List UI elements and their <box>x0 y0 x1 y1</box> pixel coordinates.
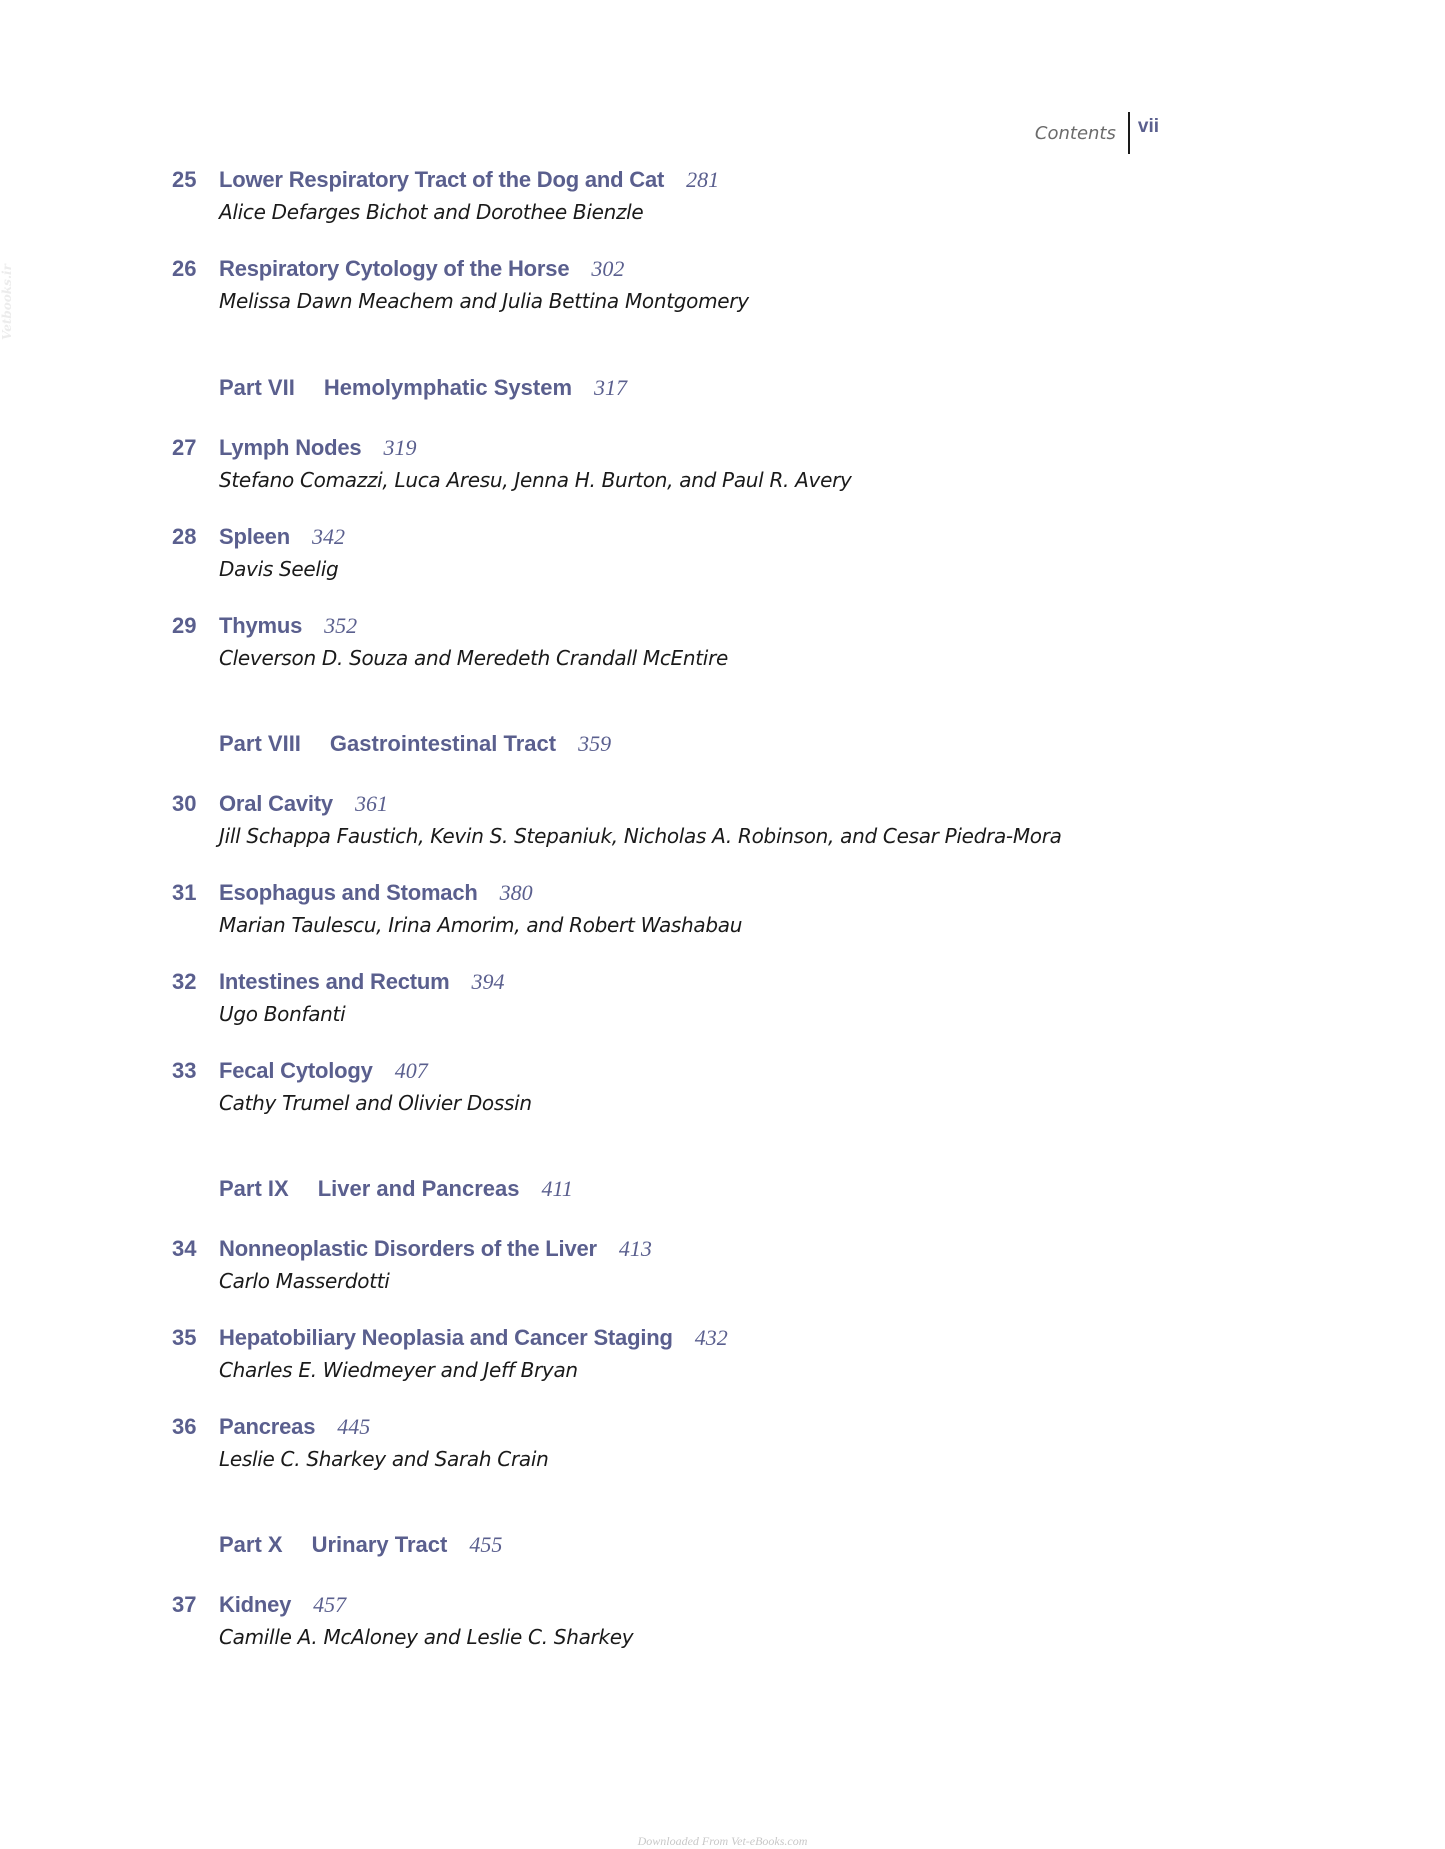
toc-entry <box>172 1236 1272 1296</box>
chapter-page: 445 <box>337 1414 371 1439</box>
part-page: 411 <box>541 1176 573 1201</box>
chapter-number: 30 <box>172 791 197 816</box>
chapter-title[interactable]: Pancreas <box>219 1414 316 1439</box>
part-page: 359 <box>578 731 612 756</box>
part-heading <box>219 1176 573 1206</box>
chapter-title[interactable]: Esophagus and Stomach <box>219 880 478 905</box>
chapter-page: 394 <box>471 969 505 994</box>
part-label: Part X <box>219 1532 283 1557</box>
chapter-authors: Jill Schappa Faustich, Kevin S. Stepaniuk, Nicholas A. Robinson, and Cesar Piedra-Mora <box>219 824 1062 848</box>
page-number: vii <box>1137 116 1159 137</box>
part-title[interactable]: Liver and Pancreas <box>317 1176 520 1201</box>
chapter-title[interactable]: Hepatobiliary Neoplasia and Cancer Staging <box>219 1325 673 1350</box>
part-heading <box>219 1532 502 1562</box>
chapter-number: 32 <box>172 969 197 994</box>
running-header-section: Contents <box>1034 122 1116 144</box>
chapter-number: 29 <box>172 613 197 638</box>
chapter-page: 407 <box>394 1058 428 1083</box>
chapter-title[interactable]: Lymph Nodes <box>219 435 362 460</box>
part-heading <box>219 731 611 761</box>
part-page: 455 <box>469 1532 503 1557</box>
chapter-number: 27 <box>172 435 197 460</box>
chapter-authors: Camille A. McAloney and Leslie C. Sharkey <box>219 1625 634 1649</box>
part-label: Part IX <box>219 1176 289 1201</box>
toc-entry <box>172 1325 1272 1385</box>
chapter-title[interactable]: Nonneoplastic Disorders of the Liver <box>219 1236 597 1261</box>
chapter-authors: Cathy Trumel and Olivier Dossin <box>219 1091 532 1115</box>
chapter-authors: Carlo Masserdotti <box>219 1269 390 1293</box>
chapter-authors: Alice Defarges Bichot and Dorothee Bienzle <box>219 200 644 224</box>
chapter-authors: Melissa Dawn Meachem and Julia Bettina Montgomery <box>219 289 749 313</box>
part-heading <box>219 375 627 405</box>
chapter-authors: Cleverson D. Souza and Meredeth Crandall McEntire <box>219 646 728 670</box>
chapter-page: 361 <box>354 791 388 816</box>
chapter-page: 342 <box>311 524 345 549</box>
chapter-authors: Leslie C. Sharkey and Sarah Crain <box>219 1447 549 1471</box>
side-watermark: Vetbooks.ir <box>0 264 14 340</box>
toc-entry <box>172 167 1272 227</box>
toc-entry <box>172 880 1272 940</box>
chapter-page: 457 <box>313 1592 347 1617</box>
chapter-number: 25 <box>172 167 197 192</box>
chapter-title[interactable]: Fecal Cytology <box>219 1058 373 1083</box>
chapter-title[interactable]: Oral Cavity <box>219 791 333 816</box>
part-label: Part VIII <box>219 731 301 756</box>
toc-entry <box>172 1592 1272 1652</box>
chapter-title[interactable]: Lower Respiratory Tract of the Dog and Cat <box>219 167 665 192</box>
toc-entry <box>172 613 1272 673</box>
chapter-title[interactable]: Kidney <box>219 1592 292 1617</box>
toc-entry <box>172 1414 1272 1474</box>
chapter-page: 281 <box>686 167 720 192</box>
download-watermark: Downloaded From Vet-eBooks.com <box>637 1834 808 1848</box>
toc-entry <box>172 524 1272 584</box>
chapter-title[interactable]: Intestines and Rectum <box>219 969 450 994</box>
chapter-page: 380 <box>499 880 533 905</box>
part-page: 317 <box>594 375 628 400</box>
chapter-authors: Charles E. Wiedmeyer and Jeff Bryan <box>219 1358 578 1382</box>
part-title[interactable]: Hemolymphatic System <box>323 375 573 400</box>
chapter-authors: Ugo Bonfanti <box>219 1002 346 1026</box>
toc-entry <box>172 791 1272 851</box>
chapter-number: 26 <box>172 256 197 281</box>
chapter-authors: Stefano Comazzi, Luca Aresu, Jenna H. Burton, and Paul R. Avery <box>219 468 852 492</box>
chapter-number: 34 <box>172 1236 197 1261</box>
chapter-authors: Marian Taulescu, Irina Amorim, and Robert Washabau <box>219 913 743 937</box>
chapter-page: 302 <box>591 256 625 281</box>
chapter-number: 36 <box>172 1414 197 1439</box>
chapter-title[interactable]: Respiratory Cytology of the Horse <box>219 256 570 281</box>
toc-entry <box>172 256 1272 316</box>
part-title[interactable]: Gastrointestinal Tract <box>329 731 557 756</box>
chapter-title[interactable]: Spleen <box>219 524 290 549</box>
part-title[interactable]: Urinary Tract <box>311 1532 448 1557</box>
chapter-authors: Davis Seelig <box>219 557 339 581</box>
chapter-page: 319 <box>383 435 417 460</box>
chapter-number: 28 <box>172 524 197 549</box>
running-header-divider <box>1128 112 1130 154</box>
running-header <box>1035 112 1159 154</box>
chapter-page: 413 <box>618 1236 652 1261</box>
chapter-page: 352 <box>324 613 358 638</box>
toc-entry <box>172 435 1272 495</box>
chapter-number: 37 <box>172 1592 197 1617</box>
chapter-title[interactable]: Thymus <box>219 613 303 638</box>
chapter-number: 31 <box>172 880 197 905</box>
chapter-number: 35 <box>172 1325 197 1350</box>
toc-entry <box>172 1058 1272 1118</box>
toc-entry <box>172 969 1272 1029</box>
chapter-page: 432 <box>694 1325 728 1350</box>
chapter-number: 33 <box>172 1058 197 1083</box>
part-label: Part VII <box>219 375 295 400</box>
